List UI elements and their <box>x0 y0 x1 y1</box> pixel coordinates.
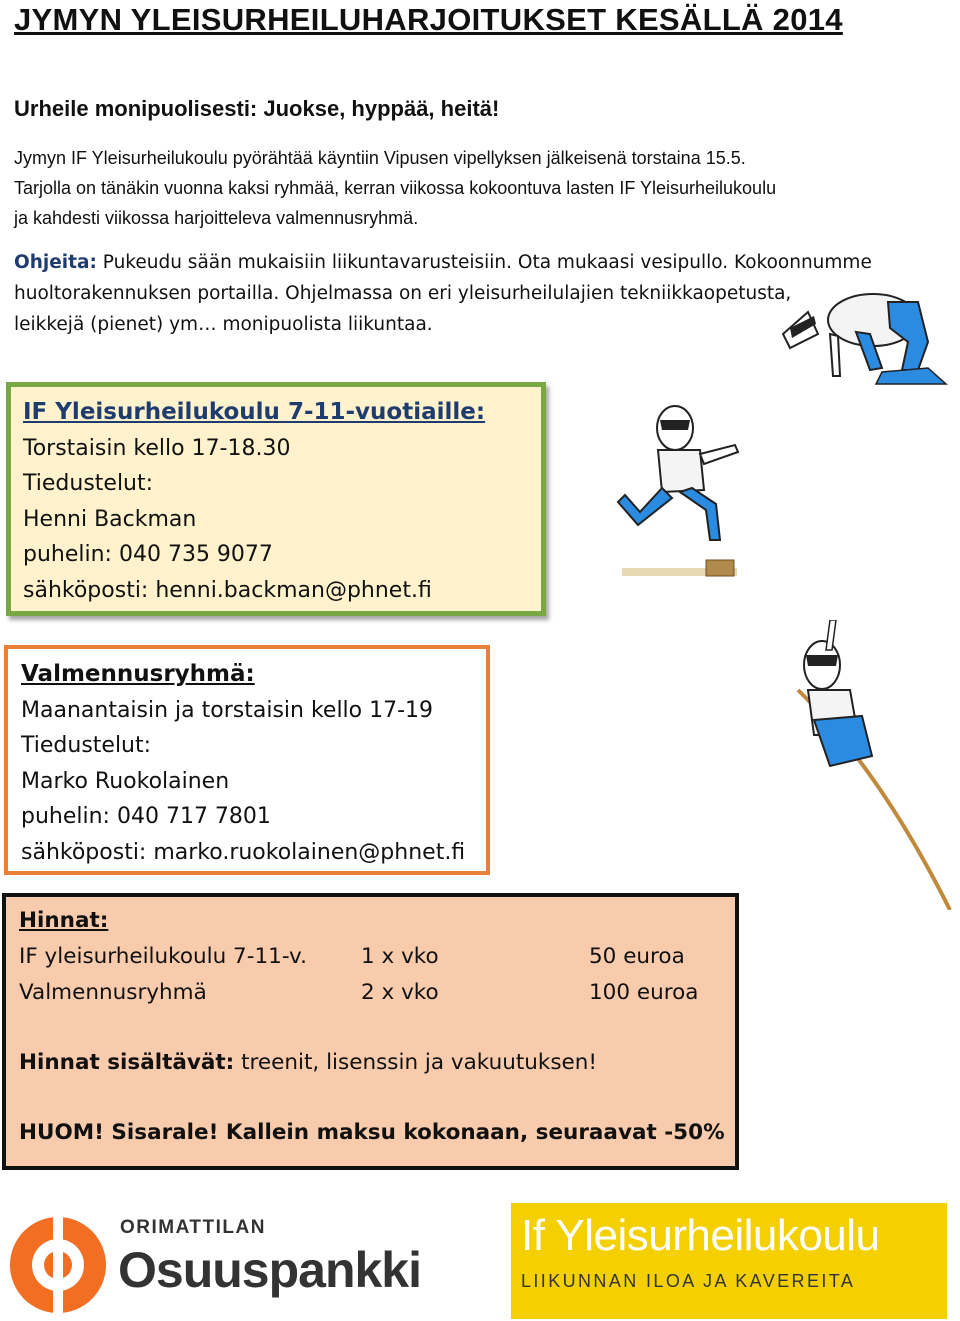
price-group-name: Valmennusryhmä <box>19 980 207 1005</box>
school-info-label: Tiedustelut: <box>23 471 154 496</box>
price-amount: 50 euroa <box>589 944 685 969</box>
price-row <box>19 975 722 1011</box>
training-time: Maanantaisin ja torstaisin kello 17-19 <box>21 697 434 723</box>
osuuspankki-logo <box>8 1205 421 1315</box>
price-amount: 100 euroa <box>589 980 699 1005</box>
bank-logo-name: Osuuspankki <box>118 1242 421 1298</box>
badger-polevault-illustration <box>770 620 955 910</box>
instructions-label: Ohjeita: <box>14 252 97 273</box>
instructions-line: Pukeudu sään mukaisiin liikuntavarusteisiin. Ota mukaasi vesipullo. Kokoonnumme <box>96 252 872 273</box>
training-group-box <box>4 645 490 875</box>
bank-logo-small-text: ORIMATTILAN <box>120 1217 266 1238</box>
training-box-title: Valmennusryhmä: <box>21 661 255 687</box>
price-frequency: 2 x vko <box>361 980 439 1005</box>
prices-title: Hinnat: <box>19 908 109 933</box>
intro-line: ja kahdesti viikossa harjoitteleva valmennusryhmä. <box>14 208 419 228</box>
if-yleisurheilukoulu-logo <box>511 1203 947 1319</box>
price-row <box>19 939 722 975</box>
school-info-box <box>6 382 546 616</box>
if-logo-title: If Yleisurheilukoulu <box>521 1211 880 1260</box>
price-includes <box>19 1045 722 1081</box>
op-symbol-icon <box>8 1215 108 1315</box>
instructions <box>14 247 872 340</box>
if-logo-tagline: LIIKUNNAN ILOA JA KAVEREITA <box>521 1271 856 1291</box>
price-group-name: IF yleisurheilukoulu 7-11-v. <box>19 944 307 969</box>
school-box-title: IF Yleisurheilukoulu 7-11-vuotiaille: <box>23 399 486 425</box>
price-frequency: 1 x vko <box>361 944 439 969</box>
includes-text: treenit, lisenssin ja vakuutuksen! <box>234 1050 598 1075</box>
includes-label: Hinnat sisältävät: <box>19 1050 235 1075</box>
training-contact-name: Marko Ruokolainen <box>21 768 230 794</box>
school-time: Torstaisin kello 17-18.30 <box>23 435 291 461</box>
badger-jump-illustration <box>610 400 745 590</box>
intro-line: Jymyn IF Yleisurheilukoulu pyörähtää käyntiin Vipusen vipellyksen jälkeisenä torstaina 15.5. <box>14 148 746 168</box>
subtitle: Urheile monipuolisesti: Juokse, hyppää, heitä! <box>14 96 500 121</box>
prices-box <box>2 893 739 1170</box>
page-title: JYMYN YLEISURHEILUHARJOITUKSET KESÄLLÄ 2014 <box>14 2 843 37</box>
school-contact-email: sähköposti: henni.backman@phnet.fi <box>23 577 432 603</box>
intro-line: Tarjolla on tänäkin vuonna kaksi ryhmää, kerran viikossa kokoontuva lasten IF Yleisurheilukoulu <box>14 178 777 198</box>
sibling-discount-note: HUOM! Sisarale! Kallein maksu kokonaan, seuraavat -50% <box>19 1120 725 1145</box>
training-contact-email: sähköposti: marko.ruokolainen@phnet.fi <box>21 839 466 865</box>
school-contact-phone: puhelin: 040 735 9077 <box>23 542 273 567</box>
intro-text <box>14 143 776 233</box>
school-contact-name: Henni Backman <box>23 506 197 532</box>
instructions-line: huoltorakennuksen portailla. Ohjelmassa on eri yleisurheilulajien tekniikkaopetusta, <box>14 283 792 304</box>
badger-crouch-illustration <box>778 272 953 390</box>
training-info-label: Tiedustelut: <box>21 733 152 758</box>
instructions-line: leikkejä (pienet) ym… monipuolista liikuntaa. <box>14 314 433 335</box>
training-contact-phone: puhelin: 040 717 7801 <box>21 804 271 829</box>
